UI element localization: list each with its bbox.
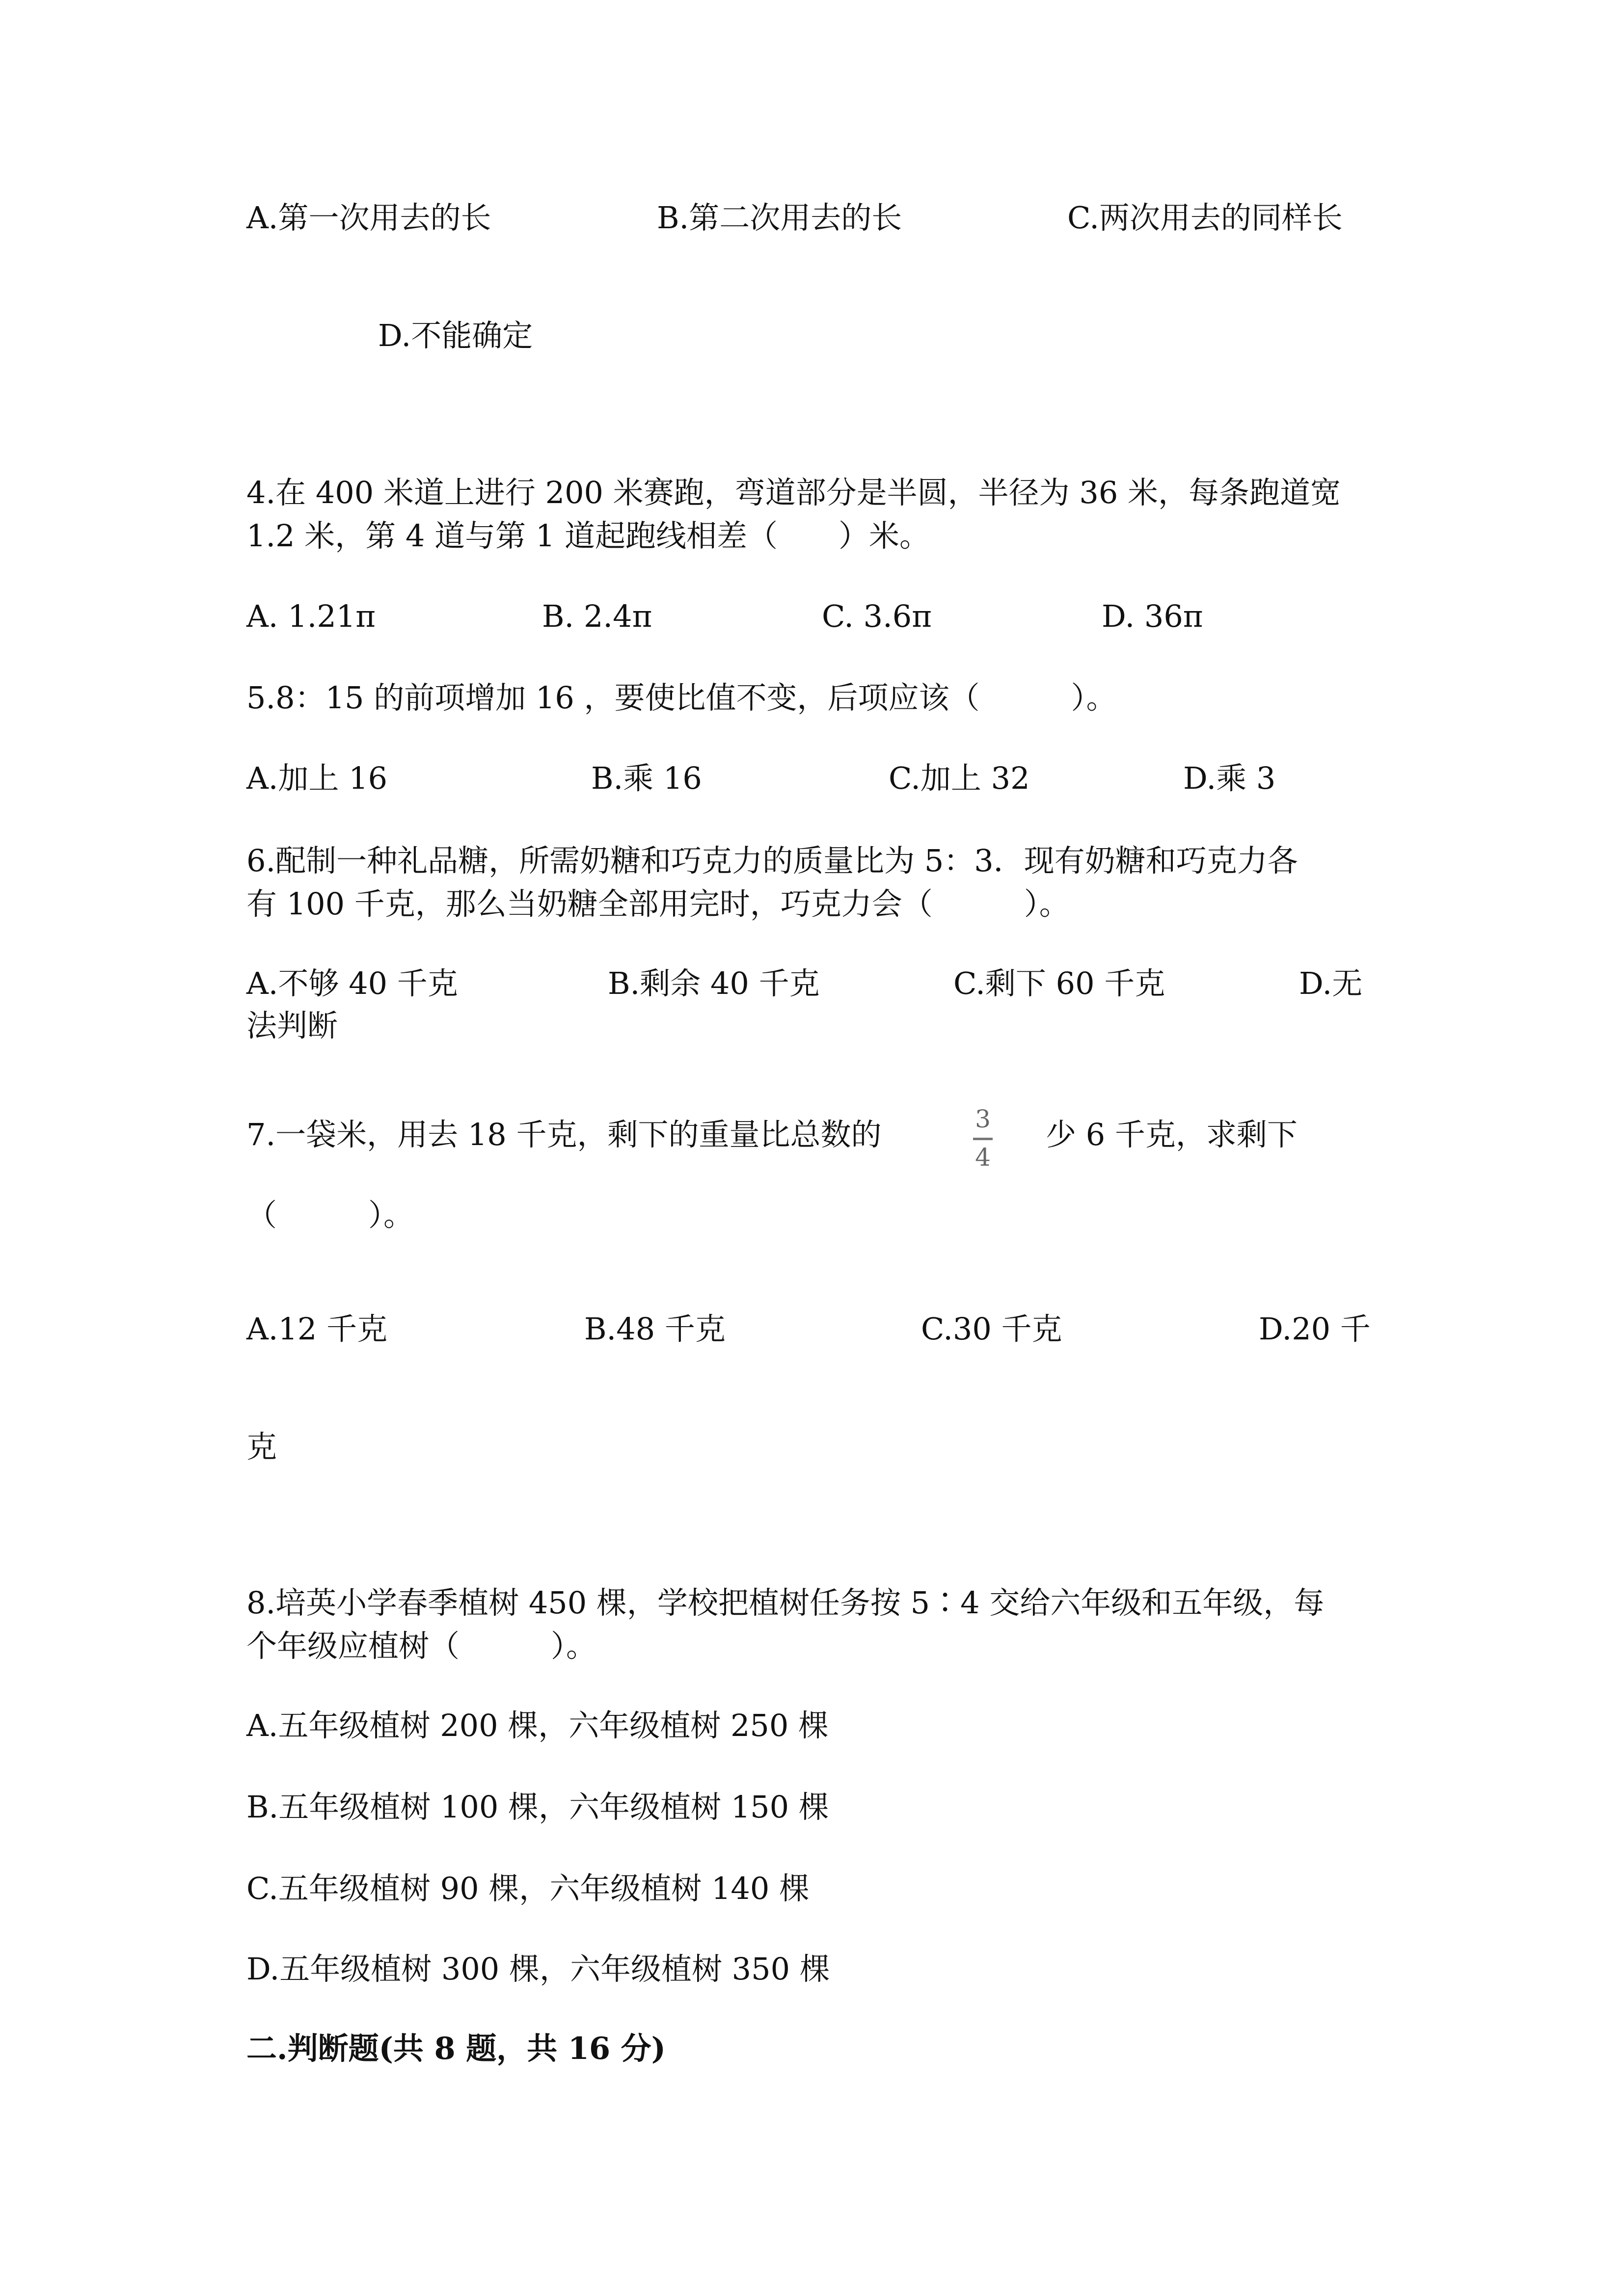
- q8-text-line1: 8.培英小学春季植树 450 棵，学校把植树任务按 5∶4 交给六年级和五年级，每: [246, 1585, 1325, 1621]
- q4-option-a: A. 1.21π: [246, 598, 376, 634]
- q6-option-d-part1: D.无: [1299, 965, 1363, 1001]
- q6-text-line1: 6.配制一种礼品糖，所需奶糖和巧克力的质量比为 5：3．现有奶糖和巧克力各: [246, 843, 1298, 879]
- q7-fraction: [968, 1104, 998, 1173]
- q5-option-a: A.加上 16: [246, 760, 388, 796]
- q7-option-d-part2: 克: [246, 1429, 277, 1465]
- q6-option-d-part2: 法判断: [246, 1008, 338, 1043]
- q7-text-before: 7.一袋米，用去 18 千克，剩下的重量比总数的: [246, 1117, 882, 1152]
- q5-option-d: D.乘 3: [1183, 760, 1276, 796]
- q8-text-line2: 个年级应植树（ ）。: [246, 1628, 597, 1664]
- q5-text: 5.8：15 的前项增加 16 ，要使比值不变，后项应该（ ）。: [246, 680, 1117, 716]
- q6-option-c: C.剩下 60 千克: [953, 965, 1165, 1001]
- q3-option-b: B.第二次用去的长: [657, 200, 902, 236]
- q8-option-b: B.五年级植树 100 棵，六年级植树 150 棵: [246, 1789, 829, 1825]
- q7-option-a: A.12 千克: [246, 1311, 388, 1347]
- q4-text-line2: 1.2 米，第 4 道与第 1 道起跑线相差（ ）米。: [246, 518, 930, 554]
- q5-option-c: C.加上 32: [889, 760, 1030, 796]
- q6-option-b: B.剩余 40 千克: [608, 965, 820, 1001]
- q3-option-d: D.不能确定: [378, 318, 533, 353]
- q7-fraction-numerator: 3: [975, 1105, 991, 1133]
- q6-option-a: A.不够 40 千克: [246, 965, 458, 1001]
- q7-fraction-bar: [973, 1138, 993, 1140]
- q4-option-d: D. 36π: [1102, 598, 1203, 634]
- q5-option-b: B.乘 16: [591, 760, 702, 796]
- q4-option-b: B. 2.4π: [542, 598, 652, 634]
- q3-option-c: C.两次用去的同样长: [1067, 200, 1343, 236]
- section-2-title: 二.判断题(共 8 题，共 16 分): [246, 2030, 666, 2066]
- q4-text-line1: 4.在 400 米道上进行 200 米赛跑，弯道部分是半圆，半径为 36 米，每条跑道宽: [246, 475, 1341, 510]
- q6-text-line2: 有 100 千克，那么当奶糖全部用完时，巧克力会（ ）。: [246, 886, 1070, 922]
- q7-text-line2: （ ）。: [246, 1197, 414, 1233]
- q7-option-c: C.30 千克: [921, 1311, 1062, 1347]
- q8-option-d: D.五年级植树 300 棵，六年级植树 350 棵: [246, 1951, 830, 1987]
- q3-option-a: A.第一次用去的长: [246, 200, 491, 236]
- q7-option-d-part1: D.20 千: [1259, 1311, 1371, 1347]
- q7-text-after: 少 6 千克，求剩下: [1046, 1117, 1298, 1152]
- q7-option-b: B.48 千克: [584, 1311, 726, 1347]
- q8-option-a: A.五年级植树 200 棵，六年级植树 250 棵: [246, 1708, 829, 1743]
- q8-option-c: C.五年级植树 90 棵，六年级植树 140 棵: [246, 1870, 810, 1906]
- q4-option-c: C. 3.6π: [822, 598, 932, 634]
- q7-fraction-denominator: 4: [975, 1143, 991, 1172]
